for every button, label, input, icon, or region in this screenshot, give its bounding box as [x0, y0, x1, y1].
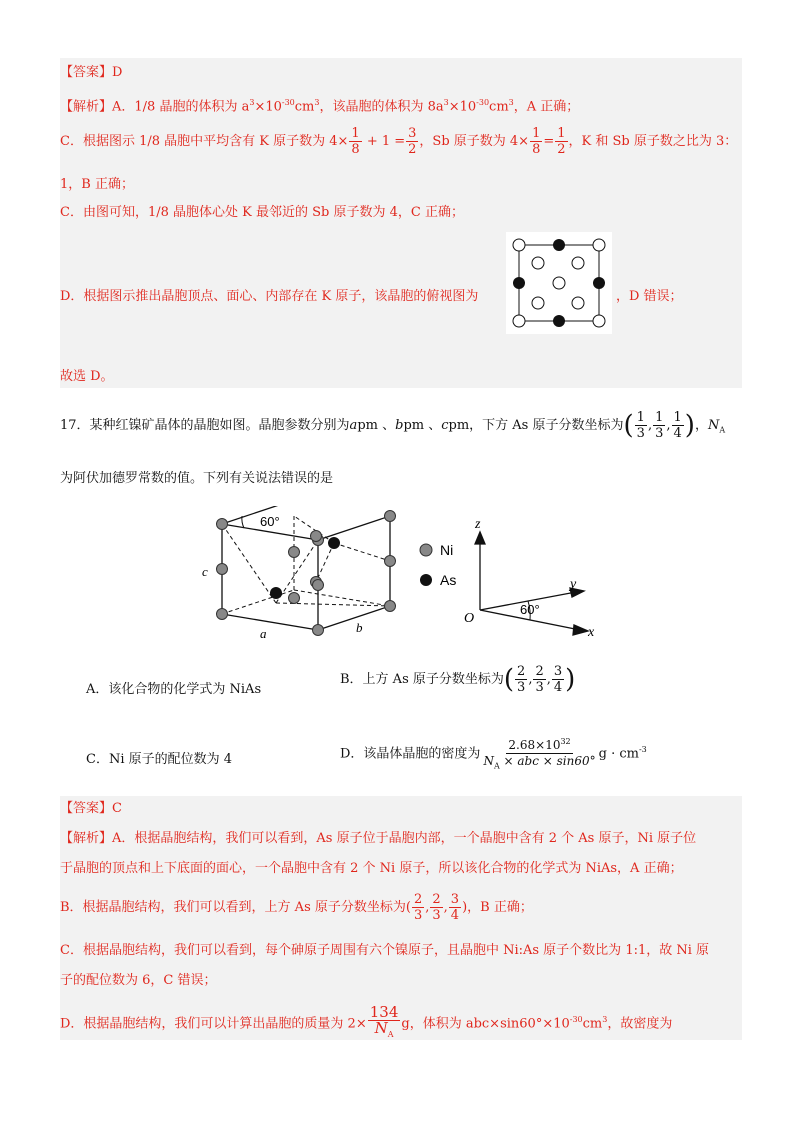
axis-y: y [570, 577, 577, 592]
ni-atom [217, 519, 228, 530]
crystal-structure-figure [196, 506, 606, 646]
k-atom [532, 297, 544, 309]
k-atom [572, 257, 584, 269]
conclusion-line: 故选 D。 [60, 369, 114, 384]
analysis2-line-a1: 【解析】A．根据晶胞结构，我们可以看到，As 原子位于晶胞内部，一个晶胞中含有 2 个 As 原子，Ni 原子位 [60, 831, 697, 846]
axis-x: x [588, 625, 595, 640]
sb-atom [553, 315, 565, 327]
k-atom [513, 239, 525, 251]
k-atom [572, 297, 584, 309]
question-17-line2: 为阿伏加德罗常数的值。下列有关说法错误的是 [60, 471, 334, 486]
as-atom [328, 537, 340, 549]
ni-atom [289, 593, 300, 604]
fraction: $\frac{1}{8}$ [532, 126, 541, 157]
analysis-line-c1-cont: 1，B 正确； [60, 177, 134, 192]
legend-as-label: As [440, 572, 457, 588]
analysis2-line-d: D．根据晶胞结构，我们可以计算出晶胞的质量为 2× $\frac{134}{N_A}$ g，体积为 $abc\times\sin 60^\circ\times 10^{-30}cm^3$，故密度为 [60, 1003, 673, 1040]
k-atom [593, 315, 605, 327]
angle-label: 60° [260, 514, 280, 529]
sb-atom [513, 277, 525, 289]
ni-atom [217, 609, 228, 620]
ni-atom [217, 564, 228, 575]
as-atom [270, 587, 282, 599]
axis-origin: O [464, 611, 475, 626]
legend-ni-label: Ni [440, 542, 454, 558]
ni-atom [313, 580, 324, 591]
k-atom [553, 277, 565, 289]
ni-atom [385, 601, 396, 612]
option-c[interactable]: C．Ni 原子的配位数为 4 [86, 752, 233, 767]
question-17-line1: 17．某种红镍矿晶体的晶胞如图。晶胞参数分别为apm 、bpm 、cpm，下方 As 原子分数坐标为( $\frac{1}{3}$ , $\frac{1}{3}$ , $\frac{1}{4}$ )，$N_A$ [60, 410, 726, 441]
legend-ni-swatch [420, 544, 432, 556]
legend-as-swatch [420, 574, 432, 586]
label-b: b [356, 620, 363, 635]
label-a: a [260, 626, 267, 641]
analysis2-line-c2: 子的配位数为 6，C 错误； [60, 973, 217, 988]
analysis-line-a: 【解析】A．1/8 晶胞的体积为 $a^3\times 10^{-30}cm^3$，该晶胞的体积为 $8a^3\times 10^{-30}cm^3$，A 正确； [60, 98, 580, 115]
k-atom [532, 257, 544, 269]
analysis-line-d-end: ，D 错误； [616, 289, 683, 304]
analysis-line-c2: C．由图可知，1/8 晶胞体心处 K 最邻近的 Sb 原子数为 4，C 正确； [60, 205, 464, 220]
analysis-line-d: D．根据图示推出晶胞顶点、面心、内部存在 K 原子，该晶胞的俯视图为 [60, 289, 479, 304]
k-atom [593, 239, 605, 251]
ni-atom [289, 547, 300, 558]
analysis2-line-b: B．根据晶胞结构，我们可以看到，上方 As 原子分数坐标为( $\frac{2}{3}$ , $\frac{2}{3}$ , $\frac{3}{4}$ )，B 正确； [60, 892, 533, 923]
option-b[interactable]: B．上方 As 原子分数坐标为( $\frac{2}{3}$ , $\frac{2}{3}$ , $\frac{3}{4}$ ) [340, 664, 576, 695]
sb-atom [593, 277, 605, 289]
ni-atom [311, 531, 322, 542]
analysis-line-c1: C．根据图示 1/8 晶胞中平均含有 K 原子数为 4× $\frac{1}{8}$ + 1 = $\frac{3}{2}$ ，Sb 原子数为 4× $\frac{1}{8}$ = $\frac{1}{2}$ ，K 和 Sb 原子数之比为 3： [60, 126, 738, 157]
analysis2-line-a2: 于晶胞的顶点和上下底面的面心，一个晶胞中含有 2 个 Ni 原子，所以该化合物的化学式为 NiAs，A 正确； [60, 861, 683, 876]
fraction: $\frac{3}{2}$ [408, 126, 417, 157]
top-view-figure [506, 232, 612, 334]
ni-atom [385, 556, 396, 567]
axis-z: z [475, 517, 481, 532]
label-c: c [202, 564, 208, 579]
k-atom [513, 315, 525, 327]
analysis2-line-c1: C．根据晶胞结构，我们可以看到，每个砷原子周围有六个镍原子，且晶胞中 Ni:As 原子个数比为 1:1，故 Ni 原 [60, 943, 710, 958]
answer-line-2: 【答案】C [60, 801, 122, 816]
ni-atom [313, 625, 324, 636]
answer-line-1: 【答案】D [60, 65, 123, 80]
fraction: $\frac{1}{2}$ [557, 126, 566, 157]
axis-angle-label: 60° [520, 602, 540, 617]
sb-atom [553, 239, 565, 251]
option-d[interactable]: D．该晶体晶胞的密度为 $\frac{2.68\times 10^{32}}{N_A \times abc \times \sin 60^\circ}$ $g \cdot cm^{-3}$ [340, 730, 647, 774]
fraction: $\frac{1}{8}$ [351, 126, 360, 157]
ni-atom [385, 511, 396, 522]
option-a[interactable]: A．该化合物的化学式为 NiAs [86, 682, 262, 697]
